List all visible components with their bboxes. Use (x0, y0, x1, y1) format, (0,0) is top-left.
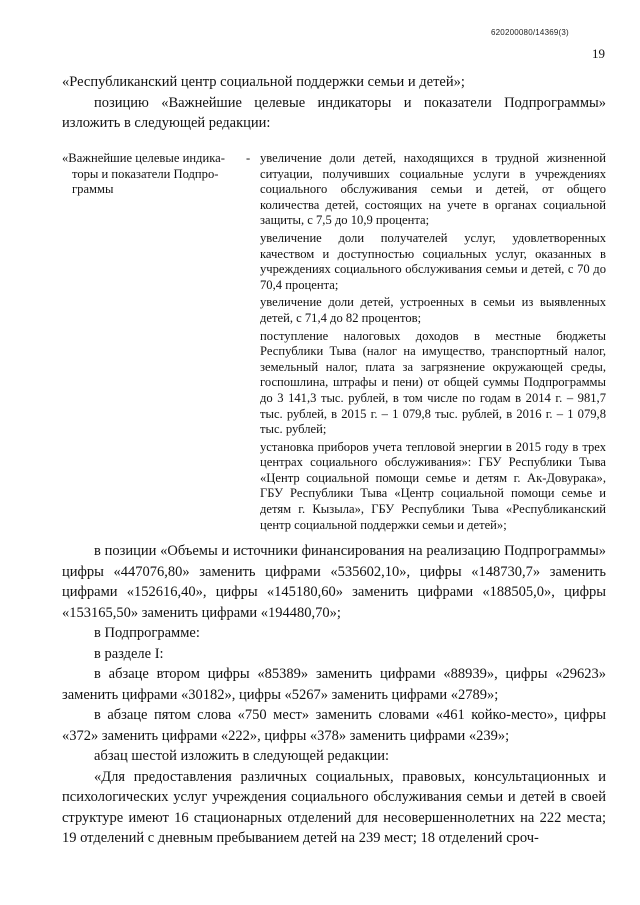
table-items (260, 151, 606, 535)
page-number: 19 (592, 46, 605, 61)
intro-line-1: «Республиканский центр социальной поддержки семьи и детей»; (62, 74, 465, 90)
paragraph-abzac-6: абзац шестой изложить в следующей редакции: (94, 748, 389, 764)
paragraph-abzac-2: в абзаце втором цифры «85389» заменить цифрами «88939», цифры «29623» заменить цифрами «30182», цифры «5267» заменить цифрами «2789»; (62, 666, 606, 703)
left-label-line: граммы (72, 182, 114, 197)
table-left-label (62, 151, 240, 198)
amendments-block (62, 541, 606, 849)
left-label-line: торы и показатели Подпро- (72, 166, 219, 181)
table-item: увеличение доли детей, находящихся в трудной жизненной ситуации, получивших социальные услуги в учреждениях социального обслуживания семьи и детей, от общего количества детей, состоящих на учете в органах социальной защиты, с 7,5 до 10,9 процента; (260, 151, 606, 228)
table-item: установка приборов учета тепловой энергии в 2015 году в трех центрах социального обслуживания»: ГБУ Республики Тыва «Центр социальной помощи семье и детям г. Ак-Довурака», ГБУ Республики Тыва «Центр социальной помощи семье и детям г. Кызыла», ГБУ Республики Тыва «Республиканский центр социальной поддержки семьи и детей»; (260, 439, 606, 532)
table-item: увеличение доли детей, устроенных в семьи из выявленных детей, с 71,4 до 82 процентов; (260, 295, 606, 325)
paragraph-quote: «Для предоставления различных социальных, правовых, консультационных и психологических услуг учреждения социального обслуживания семьи и детей в своей структуре имеют 16 стационарных отделений для несовершеннолетних на 222 места; 19 отделений с дневным пребыванием детей на 239 мест; 18 отделений сроч- (62, 768, 606, 846)
paragraph-financing: в позиции «Объемы и источники финансирования на реализацию Подпрограммы» цифры «447076,80» заменить цифрами «535602,10», цифры «148730,7» заменить цифрами «152616,40», цифры «145180,60» заменить цифрами «188505,0», цифры «153165,50» заменить цифрами «194480,70»; (62, 543, 606, 621)
intro-line-2: позицию «Важнейшие целевые индикаторы и показатели Подпрограммы» изложить в следующей редакции: (62, 94, 606, 131)
table-dash: - (246, 151, 251, 165)
paragraph-section: в разделе I: (94, 645, 164, 662)
left-label-line: «Важнейшие целевые индика- (62, 151, 225, 165)
table-item: поступление налоговых доходов в местные бюджеты Республики Тыва (налог на имущество, транспортный налог, земельный налог, плата за загрязнение окружающей среды, госпошлина, штрафы и пени) от общей суммы Подпрограммы до 3 141,3 тыс. рублей, в том числе по годам в 2014 г. – 981,7 тыс. рублей, в 2015 г. – 1 079,8 тыс. рублей, в 2016 г. – 1 079,8 тыс. рублей; (260, 328, 606, 437)
table-item: увеличение доли получателей услуг, удовлетворенных качеством и доступностью социальных услуг, оказанных в учреждениях социального обслуживания семьи и детей, с 70 до 70,4 процента; (260, 230, 606, 292)
paragraph-abzac-5: в абзаце пятом слова «750 мест» заменить словами «461 койко-место», цифры «372» заменить цифрами «222», цифры «378» заменить цифрами «239»; (62, 707, 606, 744)
document-id: 620200080/14369(3) (491, 28, 569, 37)
intro-block (62, 72, 606, 134)
paragraph-subprogram: в Подпрограмме: (94, 625, 200, 641)
